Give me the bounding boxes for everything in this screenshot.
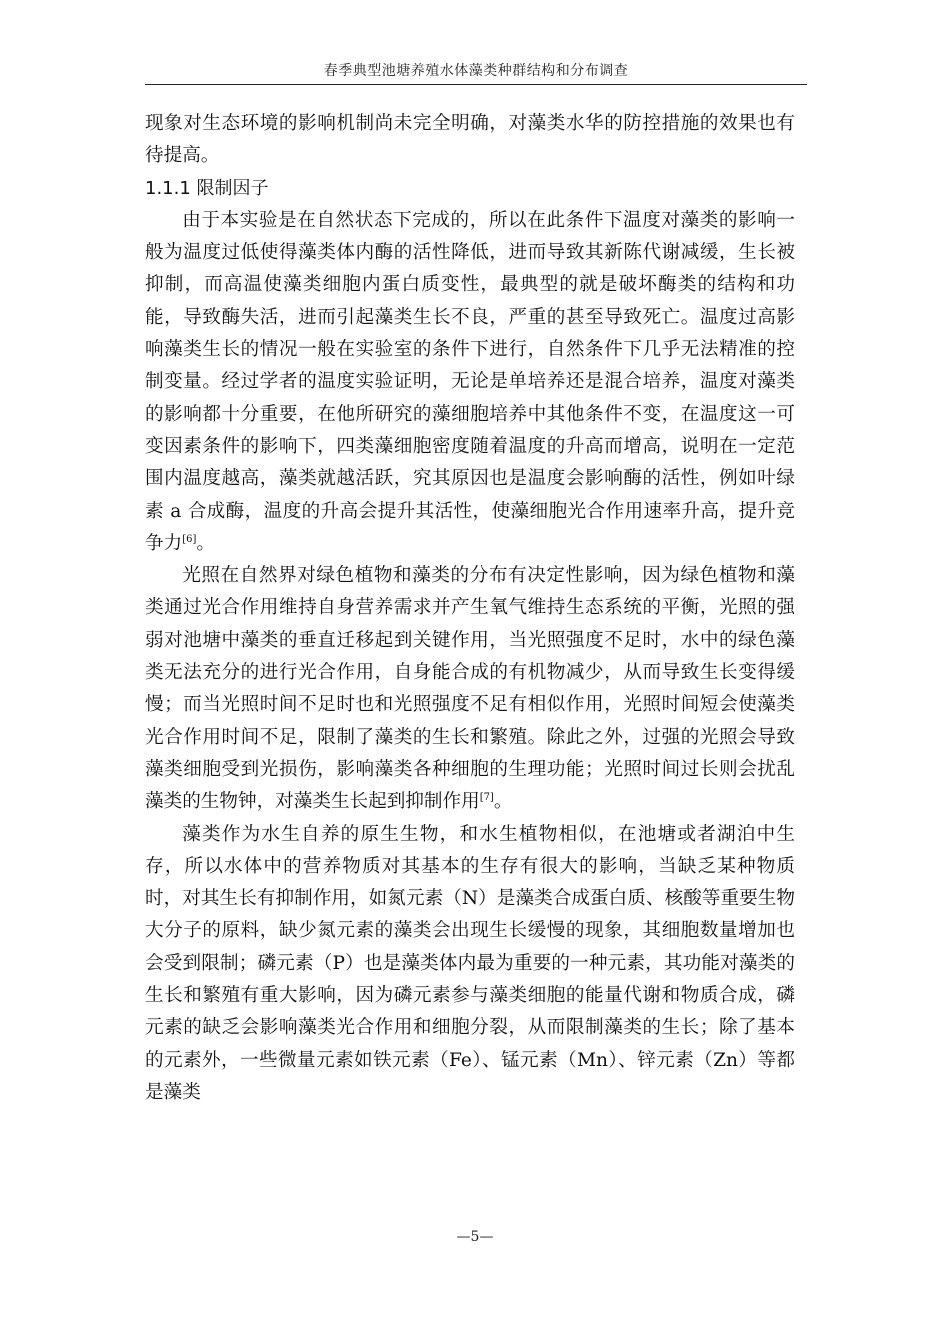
paragraph-light-end: 。 <box>493 791 513 813</box>
citation-7: [7] <box>479 792 494 804</box>
page-number: —5— <box>456 1229 494 1245</box>
page-footer <box>0 1229 950 1245</box>
paragraph-light <box>145 560 795 818</box>
citation-6: [6] <box>182 533 197 545</box>
paragraph-temperature-end: 。 <box>196 532 215 554</box>
continued-paragraph: 现象对生态环境的影响机制尚未完全明确，对藻类水华的防控措施的效果也有待提高。 <box>145 113 795 167</box>
paragraph-light-text: 光照在自然界对绿色植物和藻类的分布有决定性影响，因为绿色植物和藻类通过光合作用维持自身营养需求并产生氧气维持生态系统的平衡，光照的强弱对池塘中藻类的垂直迁移起到关键作用，当光照强度不足时，水中的绿色藻类无法充分的进行光合作用，自身能合成的有机物减少，从而导致生长变得缓慢；而当光照时间不足时也和光照强度不足有相似作用，光照时间短会使藻类光合作用时间不足，限制了藻类的生长和繁殖。除此之外，过强的光照会导致藻类细胞受到光损伤，影响藻类各种细胞的生理功能；光照时间过长则会扰乱藻类的生物钟，对藻类生长起到抑制作用 <box>145 565 795 813</box>
paragraph-temperature <box>145 205 795 560</box>
running-header-title: 春季典型池塘养殖水体藻类种群结构和分布调查 <box>323 63 629 79</box>
paragraph-temperature-text: 由于本实验是在自然状态下完成的，所以在此条件下温度对藻类的影响一般为温度过低使得藻类体内酶的活性降低，进而导致其新陈代谢减缓，生长被抑制，而高温使藻类细胞内蛋白质变性，最典型的就是破坏酶类的结构和功能，导致酶失活，进而引起藻类生长不良，严重的甚至导致死亡。温度过高影响藻类生长的情况一般在实验室的条件下进行，自然条件下几乎无法精准的控制变量。经过学者的温度实验证明，无论是单培养还是混合培养，温度对藻类的影响都十分重要，在他所研究的藻细胞培养中其他条件不变，在温度这一可变因素条件的影响下，四类藻细胞密度随着温度的升高而增高，说明在一定范围内温度越高，藻类就越活跃，究其原因也是温度会影响酶的活性，例如叶绿素 a 合成酶，温度的升高会提升其活性，使藻细胞光合作用速率升高，提升竞争力 <box>145 209 795 554</box>
section-heading: 1.1.1 限制因子 <box>145 177 269 199</box>
running-header <box>145 60 807 85</box>
page-body <box>145 108 795 1109</box>
paragraph-nutrients: 藻类作为水生自养的原生生物，和水生植物相似，在池塘或者湖泊中生存，所以水体中的营养物质对其基本的生存有很大的影响，当缺乏某种物质时，对其生长有抑制作用，如氮元素（N）是藻类合成蛋白质、核酸等重要生物大分子的原料，缺少氮元素的藻类会出现生长缓慢的现象，其细胞数量增加也会受到限制；磷元素（P）也是藻类体内最为重要的一种元素，其功能对藻类的生长和繁殖有重大影响，因为磷元素参与藻类细胞的能量代谢和物质合成，磷元素的缺乏会影响藻类光合作用和细胞分裂，从而限制藻类的生长；除了基本的元素外，一些微量元素如铁元素（Fe）、锰元素（Mn）、锌元素（Zn）等都是藻类 <box>145 823 795 1103</box>
